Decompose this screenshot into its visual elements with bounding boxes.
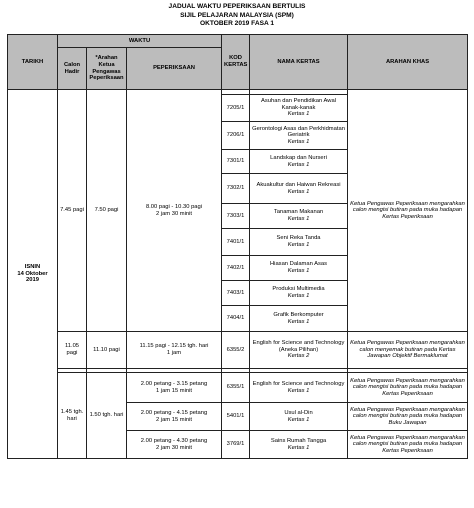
- paper-time: 2.00 petang - 4.30 petang: [140, 437, 208, 444]
- header-arahan-ketua: *Arahan Ketua Pengawas Peperiksaan: [87, 48, 127, 90]
- session2-time: 11.15 pagi - 12.15 tgh. hari: [139, 343, 209, 350]
- paper-duration: 2 jam 30 minit: [155, 444, 193, 451]
- paper-number: Kertas 1: [287, 138, 310, 145]
- title-line-3: OKTOBER 2019 FASA 1: [199, 20, 275, 27]
- paper-time: 2.00 petang - 3.15 petang: [140, 380, 208, 387]
- paper-number: Kertas 1: [287, 188, 310, 195]
- session2-peperiksaan: [127, 332, 222, 369]
- title-line-2: SIJIL PELAJARAN MALAYSIA (SPM): [180, 11, 294, 19]
- paper-name: [250, 204, 348, 229]
- paper-code: 6355/2: [222, 332, 250, 369]
- session3-peperiksaan: [127, 373, 222, 403]
- paper-name: [250, 306, 348, 332]
- paper-title: Akuakultur dan Haiwan Rekreasi: [256, 181, 341, 188]
- exam-year: 2019: [26, 277, 39, 284]
- session3-calon: 1.45 tgh. hari: [58, 373, 87, 459]
- header-arahan-khas: ARAHAN KHAS: [348, 35, 468, 90]
- paper-code: 3769/1: [222, 431, 250, 459]
- paper-time: 2.00 petang - 4.15 petang: [140, 409, 208, 416]
- paper-name: [250, 431, 348, 459]
- header-nama-kertas: NAMA KERTAS: [250, 35, 348, 90]
- paper-name: [250, 229, 348, 256]
- paper-duration: 2 jam 15 minit: [155, 416, 193, 423]
- paper-code: 7404/1: [222, 306, 250, 332]
- exam-day: ISNIN: [24, 264, 41, 271]
- paper-title: Sains Rumah Tangga: [270, 437, 327, 444]
- paper-code: 7401/1: [222, 229, 250, 256]
- exam-date-text: 14 Oktober: [17, 270, 48, 277]
- paper-name: [250, 332, 348, 369]
- paper-code: 7205/1: [222, 95, 250, 122]
- paper-code: 7402/1: [222, 256, 250, 281]
- paper-number: Kertas 1: [287, 416, 310, 423]
- title-line-1: JADUAL WAKTU PEPERIKSAAN BERTULIS: [168, 3, 306, 10]
- session1-peperiksaan: [127, 90, 222, 332]
- paper-number: Kertas 1: [287, 111, 310, 118]
- paper-title: Grafik Berkomputer: [273, 311, 324, 318]
- exam-date: [8, 90, 58, 459]
- paper-number: Kertas 1: [287, 444, 310, 451]
- session1-arahan-ketua: 7.50 pagi: [87, 90, 127, 332]
- header-calon-hadir: Calon Hadir: [58, 48, 87, 90]
- session3-peperiksaan: [127, 403, 222, 431]
- session2-arahan-khas: Ketua Pengawas Peperiksaan mengarahkan calon menyemak butiran pada Kertas Jawapan Objektif Bermaklumat: [348, 332, 468, 369]
- document-titles: [0, 0, 474, 29]
- paper-code: 7302/1: [222, 174, 250, 204]
- paper-number: Kertas 1: [287, 161, 310, 168]
- paper-title: Tanaman Makanan: [273, 209, 324, 216]
- paper-title: Hiasan Dalaman Asas: [269, 261, 328, 268]
- paper-name: [250, 150, 348, 174]
- paper-name: [250, 256, 348, 281]
- header-peperiksaan: PEPERIKSAAN: [127, 48, 222, 90]
- paper-name: [250, 95, 348, 122]
- paper-duration: 1 jam 15 minit: [155, 387, 193, 394]
- paper-arahan-khas: Ketua Pengawas Peperiksaan mengarahkan calon mengisi butiran pada muka hadapan Kertas Peperiksaan: [348, 431, 468, 459]
- paper-code: 6355/1: [222, 373, 250, 403]
- session2-duration: 1 jam: [166, 350, 182, 356]
- header-kod-kertas: KOD KERTAS: [222, 35, 250, 90]
- paper-number: Kertas 1: [287, 242, 310, 248]
- paper-name: [250, 122, 348, 150]
- paper-number: Kertas 1: [287, 293, 310, 299]
- paper-title: Landskap dan Nurseri: [270, 154, 327, 161]
- paper-name: [250, 373, 348, 403]
- session1-arahan-khas: Ketua Pengawas Peperiksaan mengarahkan calon mengisi butiran pada muka hadapan Kertas Peperiksaan: [348, 90, 468, 332]
- paper-code: 7301/1: [222, 150, 250, 174]
- paper-title: English for Science and Technology (Aneka Pilihan): [252, 340, 345, 353]
- paper-arahan-khas: Ketua Pengawas Peperiksaan mengarahkan calon mengisi butiran pada muka hadapan Kertas Peperiksaan: [348, 373, 468, 403]
- paper-code: 7303/1: [222, 204, 250, 229]
- paper-code: 7206/1: [222, 122, 250, 150]
- paper-title: Seni Reka Tanda: [276, 235, 321, 242]
- session1-time: 8.00 pagi - 10.30 pagi: [145, 203, 203, 210]
- session2-calon: 11.05 pagi: [58, 332, 87, 369]
- header-tarikh: TARIKH: [8, 35, 58, 90]
- exam-schedule-table: [7, 34, 468, 459]
- paper-number: Kertas 1: [287, 216, 310, 222]
- session3-peperiksaan: [127, 431, 222, 459]
- paper-name: [250, 403, 348, 431]
- paper-name: [250, 174, 348, 204]
- paper-code: 7403/1: [222, 281, 250, 306]
- paper-number: Kertas 1: [287, 387, 310, 394]
- paper-title: Produksi Multimedia: [272, 286, 325, 293]
- paper-number: Kertas 1: [287, 318, 310, 325]
- paper-arahan-khas: Ketua Pengawas Peperiksaan mengarahkan calon mengisi butiran pada muka hadapan Buku Jawapan: [348, 403, 468, 431]
- session1-calon: 7.45 pagi: [58, 90, 87, 332]
- session2-arahan-ketua: 11.10 pagi: [87, 332, 127, 369]
- paper-title: Usul al-Din: [284, 409, 313, 416]
- session1-duration: 2 jam 30 minit: [155, 210, 193, 217]
- paper-title: English for Science and Technology: [252, 380, 345, 387]
- session3-arahan-ketua: 1.50 tgh. hari: [87, 373, 127, 459]
- paper-title: Gerontologi Asas dan Perkhidmatan Geriatrik: [252, 125, 345, 139]
- header-waktu: WAKTU: [58, 35, 222, 48]
- paper-number: Kertas 2: [287, 353, 310, 360]
- paper-title: Asuhan dan Pendidikan Awal Kanak-kanak: [261, 98, 337, 111]
- paper-name: [250, 281, 348, 306]
- paper-number: Kertas 1: [287, 268, 310, 274]
- paper-code: 5401/1: [222, 403, 250, 431]
